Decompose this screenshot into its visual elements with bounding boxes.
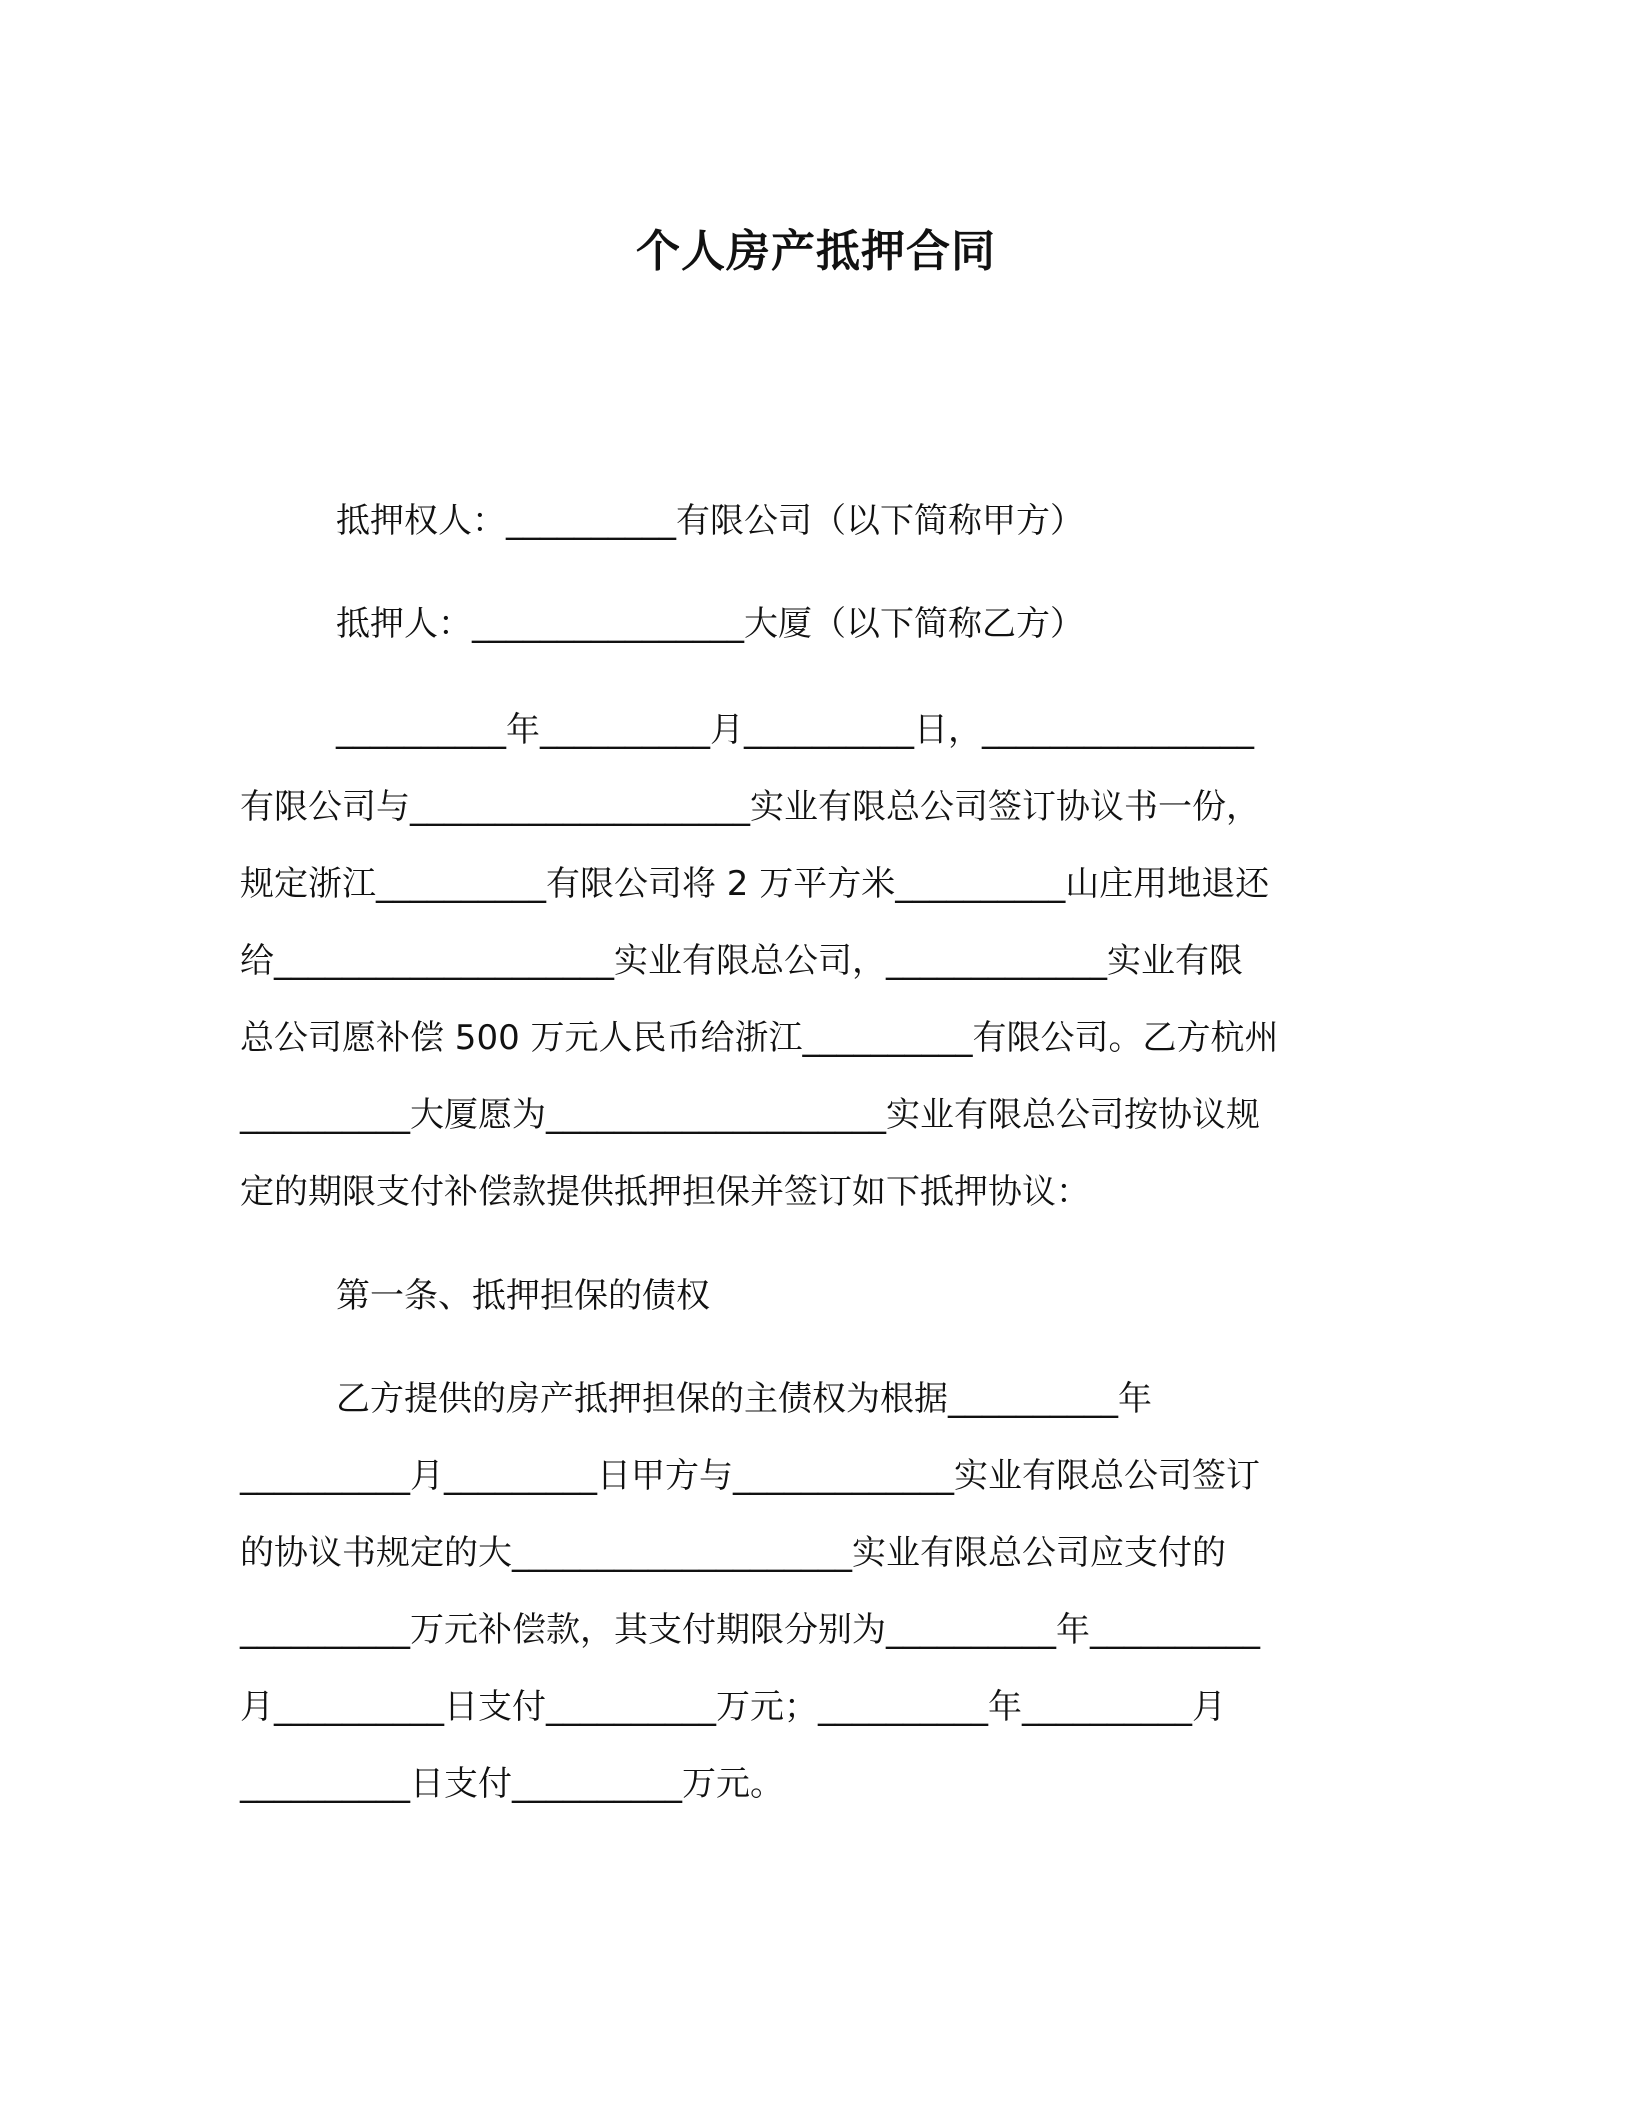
article-line: 月__________日支付__________万元；__________年__________月 xyxy=(240,1687,1226,1727)
document-title: 个人房产抵押合同 xyxy=(636,226,996,277)
paragraph-line: 定的期限支付补偿款提供抵押担保并签订如下抵押协议： xyxy=(240,1172,1090,1212)
article-line: 乙方提供的房产抵押担保的主债权为根据__________年 xyxy=(336,1379,1152,1419)
article-line: __________日支付__________万元。 xyxy=(240,1764,784,1804)
mortgagee-line: 抵押权人：__________有限公司（以下简称甲方） xyxy=(336,501,1084,541)
paragraph-line: __________年__________月__________日，________________ xyxy=(336,710,1254,750)
article-line: 的协议书规定的大____________________实业有限总公司应支付的 xyxy=(240,1533,1226,1573)
paragraph-line: 给____________________实业有限总公司，_____________实业有限 xyxy=(240,941,1243,981)
article-heading: 第一条、抵押担保的债权 xyxy=(336,1276,710,1316)
paragraph-line: 有限公司与____________________实业有限总公司签订协议书一份， xyxy=(240,787,1260,827)
article-line: __________万元补偿款，其支付期限分别为__________年__________ xyxy=(240,1610,1260,1650)
paragraph-line: __________大厦愿为____________________实业有限总公司按协议规 xyxy=(240,1095,1260,1135)
paragraph-line: 总公司愿补偿 500 万元人民币给浙江__________有限公司。乙方杭州 xyxy=(240,1018,1279,1058)
mortgagor-line: 抵押人：________________大厦（以下简称乙方） xyxy=(336,604,1084,644)
article-line: __________月_________日甲方与_____________实业有限总公司签订 xyxy=(240,1456,1260,1496)
paragraph-line: 规定浙江__________有限公司将 2 万平方米__________山庄用地退还 xyxy=(240,864,1270,904)
